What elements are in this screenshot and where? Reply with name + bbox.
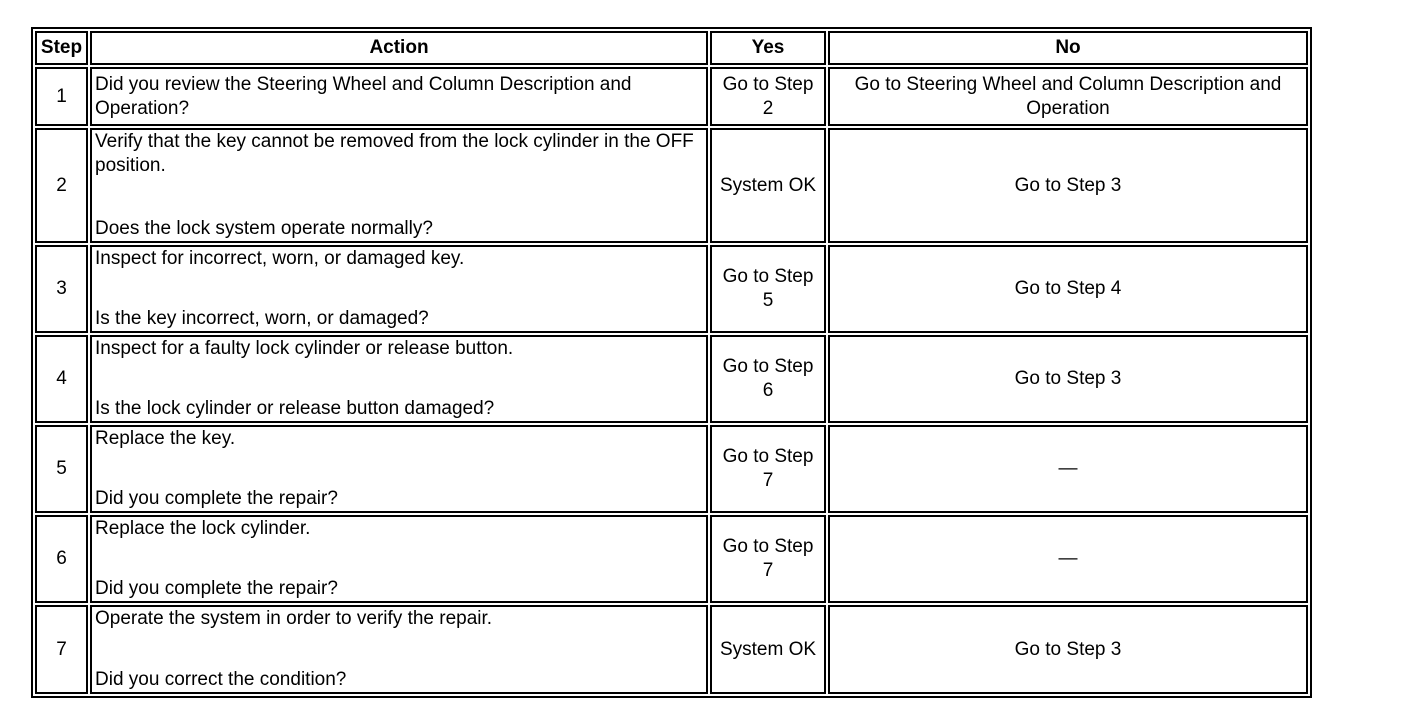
- action-text: Did you review the Steering Wheel and Column Description and Operation?: [95, 73, 632, 119]
- table-row: [35, 335, 1308, 423]
- yes-result: Go to Step 7: [710, 515, 826, 603]
- action-question: Is the key incorrect, worn, or damaged?: [95, 308, 429, 329]
- action-text: Inspect for incorrect, worn, or damaged key.: [95, 248, 465, 269]
- action-question: Did you complete the repair?: [95, 488, 338, 509]
- step-number: 6: [35, 515, 88, 603]
- header-step: Step: [35, 31, 88, 65]
- step-number: 3: [35, 245, 88, 333]
- step-number: 2: [35, 128, 88, 243]
- action-text: Operate the system in order to verify the repair.: [95, 608, 493, 629]
- action-question: Does the lock system operate normally?: [95, 218, 433, 239]
- table-row: [35, 245, 1308, 333]
- header-no: No: [828, 31, 1308, 65]
- header-row: [35, 31, 1308, 65]
- table-row: [35, 128, 1308, 243]
- table-row: [35, 515, 1308, 603]
- no-result: Go to Step 3: [828, 128, 1308, 243]
- yes-result: System OK: [710, 605, 826, 694]
- header-action: Action: [90, 31, 708, 65]
- no-result: —: [828, 425, 1308, 513]
- yes-result: Go to Step 2: [710, 67, 826, 126]
- action-cell: [90, 67, 708, 126]
- yes-result: Go to Step 6: [710, 335, 826, 423]
- table-row: [35, 425, 1308, 513]
- table-row: [35, 605, 1308, 694]
- action-cell: [90, 335, 708, 423]
- step-number: 4: [35, 335, 88, 423]
- action-text: Verify that the key cannot be removed from the lock cylinder in the OFF position.: [95, 131, 694, 176]
- diagnostic-table: [31, 27, 1312, 698]
- action-text: Replace the lock cylinder.: [95, 518, 311, 539]
- yes-result: Go to Step 7: [710, 425, 826, 513]
- action-question: Did you correct the condition?: [95, 669, 347, 690]
- action-cell: [90, 515, 708, 603]
- action-text: Inspect for a faulty lock cylinder or release button.: [95, 338, 514, 359]
- no-result: Go to Steering Wheel and Column Description and Operation: [828, 67, 1308, 126]
- action-question: Did you complete the repair?: [95, 578, 338, 599]
- no-result: Go to Step 3: [828, 335, 1308, 423]
- action-cell: [90, 128, 708, 243]
- no-result: Go to Step 3: [828, 605, 1308, 694]
- no-result: —: [828, 515, 1308, 603]
- action-cell: [90, 425, 708, 513]
- header-yes: Yes: [710, 31, 826, 65]
- table-row: [35, 67, 1308, 126]
- action-text: Replace the key.: [95, 428, 236, 449]
- step-number: 7: [35, 605, 88, 694]
- yes-result: Go to Step 5: [710, 245, 826, 333]
- action-question: Is the lock cylinder or release button damaged?: [95, 398, 495, 419]
- step-number: 5: [35, 425, 88, 513]
- yes-result: System OK: [710, 128, 826, 243]
- no-result: Go to Step 4: [828, 245, 1308, 333]
- action-cell: [90, 605, 708, 694]
- step-number: 1: [35, 67, 88, 126]
- action-cell: [90, 245, 708, 333]
